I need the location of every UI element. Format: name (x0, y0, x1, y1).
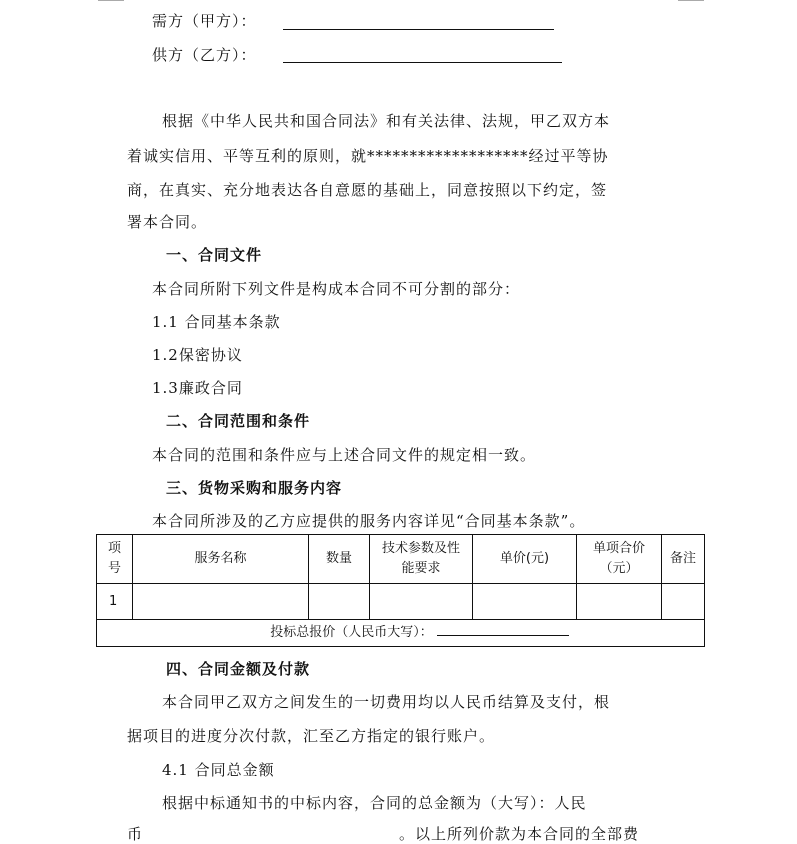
header-remarks: 备注 (662, 535, 705, 584)
page-corner-mark-left (98, 0, 124, 1)
section-2-heading: 二、合同范围和条件 (166, 412, 311, 430)
section-3-text: 本合同所涉及的乙方应提供的服务内容详见“合同基本条款”。 (152, 512, 586, 530)
preamble-line-3: 商，在真实、充分地表达各自意愿的基础上，同意按照以下约定，签 (127, 181, 608, 199)
section-4-para-1-line-1: 本合同甲乙双方之间发生的一切费用均以人民币结算及支付，根 (162, 693, 611, 711)
header-specifications: 技术参数及性 能要求 (370, 535, 473, 584)
section-4-para-1-line-2: 据项目的进度分次付款，汇至乙方指定的银行账户。 (127, 727, 496, 745)
header-service-name: 服务名称 (133, 535, 309, 584)
section-4-para-2-line-2-start: 币 (127, 825, 144, 843)
section-4-para-2-line-2-end: 。以上所列价款为本合同的全部费 (399, 825, 640, 843)
row-1-specifications (370, 584, 473, 620)
total-bid-label: 投标总报价（人民币大写）： (270, 625, 433, 640)
buyer-label: 需方（甲方）： (152, 12, 257, 30)
preamble-line-4: 署本合同。 (127, 213, 208, 231)
table-header-row (97, 535, 705, 584)
section-1-item-3: 1.3廉政合同 (152, 379, 243, 397)
row-1-item-no: 1 (97, 584, 133, 620)
section-1-item-2: 1.2保密协议 (152, 346, 243, 364)
buyer-signature-line (283, 29, 554, 30)
supplier-signature-line (283, 62, 562, 63)
section-1-item-1: 1.1 合同基本条款 (152, 313, 281, 331)
row-1-quantity (309, 584, 370, 620)
page-corner-mark-right (678, 0, 704, 1)
section-4-1-heading: 4.1 合同总金额 (162, 761, 275, 779)
row-1-service-name (133, 584, 309, 620)
table-row (97, 584, 705, 620)
row-1-remarks (662, 584, 705, 620)
section-3-heading: 三、货物采购和服务内容 (166, 479, 343, 497)
service-content-table (96, 534, 705, 647)
total-bid-cell (97, 620, 705, 647)
section-4-heading: 四、合同金额及付款 (166, 660, 311, 678)
supplier-label: 供方（乙方）： (152, 46, 257, 64)
header-item-no: 项 号 (97, 535, 133, 584)
section-4-para-2-line-1: 根据中标通知书的中标内容，合同的总金额为（大写）：人民 (162, 794, 587, 812)
header-item-total: 单项合价 （元） (577, 535, 662, 584)
header-quantity: 数量 (309, 535, 370, 584)
preamble-line-2: 着诚实信用、平等互利的原则，就*******************经过平等协 (127, 147, 609, 165)
section-1-heading: 一、合同文件 (166, 246, 263, 264)
row-1-item-total (577, 584, 662, 620)
section-2-text: 本合同的范围和条件应与上述合同文件的规定相一致。 (152, 446, 537, 464)
row-1-unit-price (473, 584, 577, 620)
preamble-line-1: 根据《中华人民共和国合同法》和有关法律、法规，甲乙双方本 (162, 112, 611, 130)
total-bid-row (97, 620, 705, 647)
total-bid-blank-line (437, 623, 569, 636)
header-unit-price: 单价(元) (473, 535, 577, 584)
section-1-intro: 本合同所附下列文件是构成本合同不可分割的部分： (152, 280, 521, 298)
